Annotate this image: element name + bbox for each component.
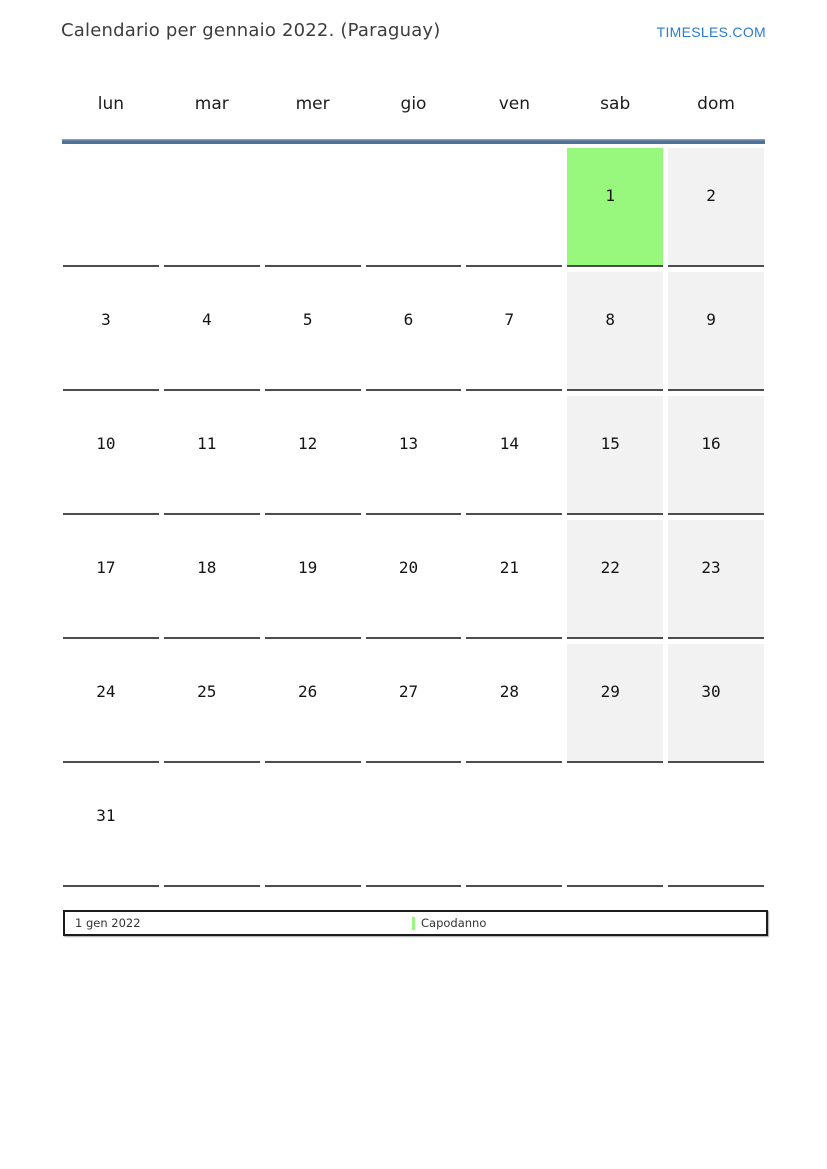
day-cell-14 — [466, 396, 562, 515]
day-number: 3 — [101, 310, 111, 329]
day-number: 31 — [96, 806, 116, 825]
day-cell-11 — [164, 396, 260, 515]
day-cell-17 — [63, 520, 159, 639]
weekday-header-mer: mer — [295, 94, 330, 114]
empty-cell — [63, 148, 159, 267]
day-number: 11 — [197, 434, 217, 453]
day-number: 20 — [398, 558, 419, 577]
day-number: 14 — [499, 434, 519, 453]
day-number: 16 — [701, 434, 721, 453]
page-title: Calendario per gennaio 2022. (Paraguay) — [61, 20, 441, 41]
day-number: 25 — [197, 682, 217, 701]
day-cell-24 — [63, 644, 159, 763]
header-divider-line — [62, 139, 765, 144]
weekday-header-sab: sab — [600, 94, 631, 114]
day-cell-2 — [668, 148, 764, 267]
day-number: 4 — [201, 310, 212, 329]
day-number: 27 — [398, 682, 419, 701]
day-number: 23 — [701, 558, 721, 577]
day-cell-9 — [668, 272, 764, 391]
day-cell-23 — [668, 520, 764, 639]
day-number: 1 — [605, 186, 616, 205]
day-cell-4 — [164, 272, 260, 391]
day-number: 12 — [298, 434, 318, 453]
calendar-grid — [63, 148, 764, 887]
day-cell-5 — [265, 272, 361, 391]
weekday-header-mar: mar — [194, 94, 229, 114]
day-cell-13 — [366, 396, 462, 515]
empty-cell — [366, 768, 462, 887]
empty-cell — [668, 768, 764, 887]
weekday-header-ven: ven — [498, 94, 530, 114]
day-cell-10 — [63, 396, 159, 515]
empty-cell — [164, 768, 260, 887]
day-cell-26 — [265, 644, 361, 763]
day-cell-12 — [265, 396, 361, 515]
day-cell-21 — [466, 520, 562, 639]
weekday-header-lun: lun — [97, 94, 125, 114]
day-number: 22 — [600, 558, 620, 577]
day-number: 2 — [706, 186, 716, 205]
day-cell-18 — [164, 520, 260, 639]
day-cell-20 — [366, 520, 462, 639]
day-number: 29 — [600, 682, 620, 701]
day-cell-8 — [567, 272, 663, 391]
day-cell-19 — [265, 520, 361, 639]
day-number: 28 — [499, 682, 519, 701]
weekday-header-dom: dom — [697, 94, 735, 114]
day-number: 30 — [701, 682, 721, 701]
day-number: 10 — [96, 434, 116, 453]
day-cell-16 — [668, 396, 764, 515]
day-cell-29 — [567, 644, 663, 763]
empty-cell — [265, 768, 361, 887]
legend-date: 1 gen 2022 — [75, 916, 141, 930]
day-number: 8 — [605, 310, 616, 329]
weekday-header-row — [63, 93, 764, 115]
day-number: 24 — [96, 682, 116, 701]
day-cell-7 — [466, 272, 562, 391]
empty-cell — [366, 148, 462, 267]
day-cell-1 — [567, 148, 663, 267]
legend-box — [63, 910, 768, 936]
day-cell-30 — [668, 644, 764, 763]
empty-cell — [567, 768, 663, 887]
legend-item — [412, 916, 486, 930]
day-number: 6 — [403, 310, 414, 329]
empty-cell — [265, 148, 361, 267]
empty-cell — [466, 768, 562, 887]
day-cell-22 — [567, 520, 663, 639]
day-cell-6 — [366, 272, 462, 391]
empty-cell — [164, 148, 260, 267]
day-number: 15 — [600, 434, 620, 453]
legend-label: Capodanno — [421, 916, 487, 930]
day-number: 21 — [499, 558, 519, 577]
weekday-header-gio: gio — [400, 94, 427, 114]
day-number: 18 — [197, 558, 217, 577]
day-cell-25 — [164, 644, 260, 763]
day-cell-27 — [366, 644, 462, 763]
day-number: 13 — [398, 434, 419, 453]
day-number: 5 — [302, 310, 313, 329]
day-cell-3 — [63, 272, 159, 391]
day-number: 17 — [96, 558, 116, 577]
day-number: 7 — [504, 310, 515, 329]
day-number: 9 — [706, 310, 716, 329]
holiday-marker-icon — [412, 917, 415, 930]
day-number: 26 — [298, 682, 318, 701]
day-cell-15 — [567, 396, 663, 515]
day-number: 19 — [298, 558, 318, 577]
empty-cell — [466, 148, 562, 267]
site-link[interactable]: TIMESLES.COM — [656, 24, 766, 40]
day-cell-31 — [63, 768, 159, 887]
day-cell-28 — [466, 644, 562, 763]
